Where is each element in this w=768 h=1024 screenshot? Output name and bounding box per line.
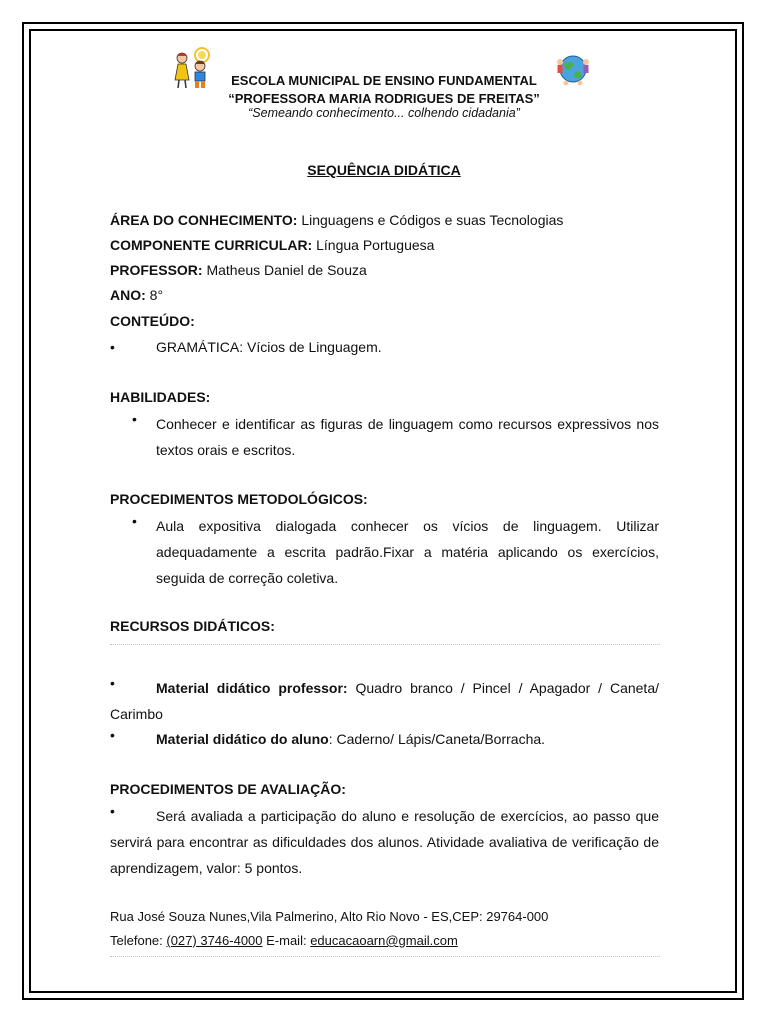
procedimentos-heading — [110, 491, 660, 507]
footer-dotted-divider — [110, 956, 660, 957]
ano-label: ANO: — [110, 287, 146, 303]
conteudo-bullet: • — [110, 339, 115, 355]
habilidades-item: Conhecer e identificar as figuras de linguagem como recursos expressivos nos textos orais e escritos. — [156, 416, 659, 458]
avaliacao-heading — [110, 781, 660, 797]
habilidades-heading — [110, 389, 660, 405]
conteudo-label: CONTEÚDO: — [110, 313, 195, 329]
phone-link[interactable]: (027) 3746-4000 — [166, 933, 263, 948]
recursos-prof-bullet: • — [110, 675, 115, 691]
recursos-heading-text: RECURSOS DIDÁTICOS: — [110, 618, 275, 634]
conteudo-item: GRAMÁTICA: Vícios de Linguagem. — [156, 339, 382, 355]
school-name: ESCOLA MUNICIPAL DE ENSINO FUNDAMENTAL — [231, 73, 537, 88]
recursos-aluno-item — [156, 731, 656, 747]
recursos-aluno-label: Material didático do aluno — [156, 731, 329, 747]
dotted-divider — [110, 644, 660, 645]
recursos-aluno-value: : Caderno/ Lápis/Caneta/Borracha. — [328, 731, 546, 747]
professor-label: PROFESSOR: — [110, 262, 203, 278]
procedimentos-heading-text: PROCEDIMENTOS METODOLÓGICOS: — [110, 491, 368, 507]
area-value: Linguagens e Códigos e suas Tecnologias — [297, 212, 564, 228]
ano-value: 8° — [145, 287, 164, 303]
componente-line — [110, 237, 660, 253]
recursos-prof-item — [110, 675, 659, 727]
document-title: SEQUÊNCIA DIDÁTICA — [307, 162, 461, 178]
recursos-heading — [110, 618, 660, 634]
avaliacao-heading-text: PROCEDIMENTOS DE AVALIAÇÃO: — [110, 781, 346, 797]
professor-value: Matheus Daniel de Souza — [202, 262, 367, 278]
procedimentos-bullet: • — [132, 513, 137, 529]
school-subtitle: “PROFESSORA MARIA RODRIGUES DE FREITAS” — [228, 91, 540, 106]
school-motto: “Semeando conhecimento... colhendo cidadania” — [248, 106, 520, 120]
conteudo-line — [110, 313, 660, 329]
email-link[interactable]: educacaoarn@gmail.com — [310, 933, 458, 948]
recursos-prof-label: Material didático professor: — [156, 680, 348, 696]
avaliacao-item: Será avaliada a participação do aluno e resolução de exercícios, ao passo que servirá para encontrar as dificuldades dos alunos. Atividade avaliativa de verificação de aprendizagem, valor: 5 pontos. — [110, 808, 659, 876]
professor-line — [110, 262, 660, 278]
footer-address: Rua José Souza Nunes,Vila Palmerino, Alto Rio Novo - ES,CEP: 29764-000 — [110, 909, 549, 924]
phone-label: Telefone: — [110, 933, 167, 948]
area-line — [110, 212, 660, 228]
habilidades-heading-text: HABILIDADES: — [110, 389, 211, 405]
ano-line — [110, 287, 660, 303]
procedimentos-item: Aula expositiva dialogada conhecer os vícios de linguagem. Utilizar adequadamente a escrita padrão.Fixar a matéria aplicando os exercícios, seguida de correção coletiva. — [156, 518, 659, 586]
footer-contact — [110, 933, 458, 948]
recursos-aluno-bullet: • — [110, 727, 115, 743]
habilidades-bullet: • — [132, 411, 137, 427]
componente-value: Língua Portuguesa — [312, 237, 435, 253]
email-label: E-mail: — [262, 933, 311, 948]
componente-label: COMPONENTE CURRICULAR: — [110, 237, 313, 253]
area-label: ÁREA DO CONHECIMENTO: — [110, 212, 298, 228]
recursos-prof-value: Quadro branco / Pincel / Apagador / Caneta/ Carimbo — [110, 680, 659, 722]
avaliacao-bullet: • — [110, 803, 115, 819]
